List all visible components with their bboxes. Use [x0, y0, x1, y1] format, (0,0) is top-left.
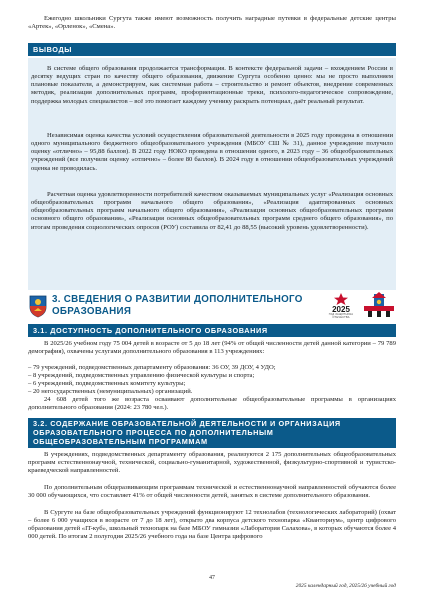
section-3-1-list-item: – 6 учреждений, подведомственных комитету культуры;: [28, 380, 186, 387]
section-3-2-heading-line: ОБЩЕОБРАЗОВАТЕЛЬНЫМ ПРОГРАММАМ: [33, 437, 208, 447]
section-3-1-paragraph-1: В 2025/26 учебном году 75 004 детей в возрасте от 5 до 18 лет (94% от общей численности детей данной категории – 79 789 демография), охвачены услугами дополнительного образования в 113 учреждениях:: [28, 340, 396, 356]
intro-paragraph: Ежегодно школьники Сургута также имеют возможность получить наградные путевки в федеральные детские центры «Артек», «Орленок», «Смена».: [28, 15, 396, 31]
section-3-2-paragraph-3: В Сургуте на базе общеобразовательных учреждений функционируют 12 технолабов (технологических лабораторий) (охват – более 6 000 учащихся в возрасте от 7 до 18 лет), открыто два корпуса детского технопарка «Кванториум», центр цифрового образования детей «IT-куб», школьный технопарк на базе МБОУ гимназии «Лаборатория Салахова», в которых обучаются более 4 000 детей. По итогам 2 полугодия 2025/26 учебного года на базе Центра цифрового: [28, 509, 396, 541]
conclusions-heading: ВЫВОДЫ: [28, 43, 396, 56]
section-3-1-list-item: – 20 негосударственных (немуниципальных) организаций.: [28, 388, 193, 395]
section-3-2-paragraph-1: В учреждениях, подведомственных департаменту образования, реализуются 2 175 дополнительных общеобразовательных программ естественнонаучной, технической, социально-гуманитарной, художественной, физкультурно-спортивной и туристско-краеведческой направленностей.: [28, 451, 396, 475]
section-3-2-heading-line: 3.2. СОДЕРЖАНИЕ ОБРАЗОВАТЕЛЬНОЙ ДЕЯТЕЛЬНОСТИ И ОРГАНИЗАЦИЯ: [33, 419, 341, 428]
year-logo: [326, 292, 356, 318]
chapter-title: 3. СВЕДЕНИЯ О РАЗВИТИИ ДОПОЛНИТЕЛЬНОГО ОБРАЗОВАНИЯ: [52, 294, 303, 317]
conclusions-paragraph-2: Независимая оценка качества условий осуществления образовательной деятельности в 2025 году проведена в отношении одного муниципального бюджетного общеобразовательного учреждения (МБОУ СШ № 31), данное учреждение получило оценку «отлично» – 95,88 баллов). В 2022 году НОКО проведена в отношении одного, в 2023 году – 36 общеобразовательных учреждений (все получили оценку «отлично» – более 80 баллов). В 2024 году в отношении общеобразовательных учреждений оценка не проводилась.: [31, 132, 393, 172]
chapter-header: [28, 292, 396, 320]
page-number: 47: [209, 575, 215, 581]
coat-of-arms-icon: [28, 294, 48, 318]
emblem-logo: [362, 292, 396, 318]
section-3-2-paragraph-2: По дополнительным общеразвивающим программам технической и естественнонаучной направленностей обучаются более 30 000 обучающихся, что составляет 41% от общей численности детей, занятых в системе дополнительного образования.: [28, 484, 396, 500]
footer-note: 2025 календарный год, 2025/26 учебный год: [295, 583, 396, 589]
section-3-2-heading-line: ОБРАЗОВАТЕЛЬНОГО ПРОЦЕССА ПО ДОПОЛНИТЕЛЬНЫМ: [33, 428, 274, 438]
section-3-1-paragraph-2: 24 608 детей того же возраста осваивают дополнительные общеобразовательные программы в организациях дополнительного образования (2024: 23 780 чел.).: [28, 396, 396, 412]
conclusions-paragraph-1: В системе общего образования продолжается трансформация. В контексте федеральной задачи – вхождением России в десятку ведущих стран по качеству общего образования, движение Сургута особенно ценно: мы не просто выполняем плановые показатели, а демонстрируем, как системная работа – строительство и ремонт объектов, внедрение современных методик, реализация дополнительных программ, профориентационные треки, психолого-педагогическое сопровождение, поддержка молодых специалистов – всё это помогает каждому ученику раскрыть потенциал, даёт реальный результат.: [31, 65, 393, 105]
star-icon: [333, 293, 349, 305]
year-logo-year: 2025: [332, 305, 350, 314]
section-3-1-list-item: – 8 учреждений, подведомственных управлению физической культуры и спорта;: [28, 372, 255, 379]
section-3-2-heading: [28, 418, 396, 448]
year-logo-tagline: ГОД ЗАЩИТНИКА ОТЕЧЕСТВА: [328, 313, 354, 319]
section-3-1-heading: 3.1. ДОСТУПНОСТЬ ДОПОЛНИТЕЛЬНОГО ОБРАЗОВАНИЯ: [28, 324, 396, 337]
conclusions-paragraph-3: Расчетная оценка удовлетворенности потребителей качеством оказываемых муниципальных услуг «Реализация основных общеобразовательных программ начального общего образования», «Реализация адаптированных основных общеобразовательных программ начального общего образования», «Реализация основных общеобразовательных программ основного общего образования», «Реализация основных общеобразовательных программ среднего общего образования», по итогам проведения социологических опросов (РОУ) составила от 82,41 до 88,55 (высокий уровень удовлетворенности).: [31, 191, 393, 231]
section-3-1-list-item: – 79 учреждений, подведомственных департаменту образования: 36 ОУ, 39 ДОУ, 4 УДО;: [28, 364, 276, 371]
